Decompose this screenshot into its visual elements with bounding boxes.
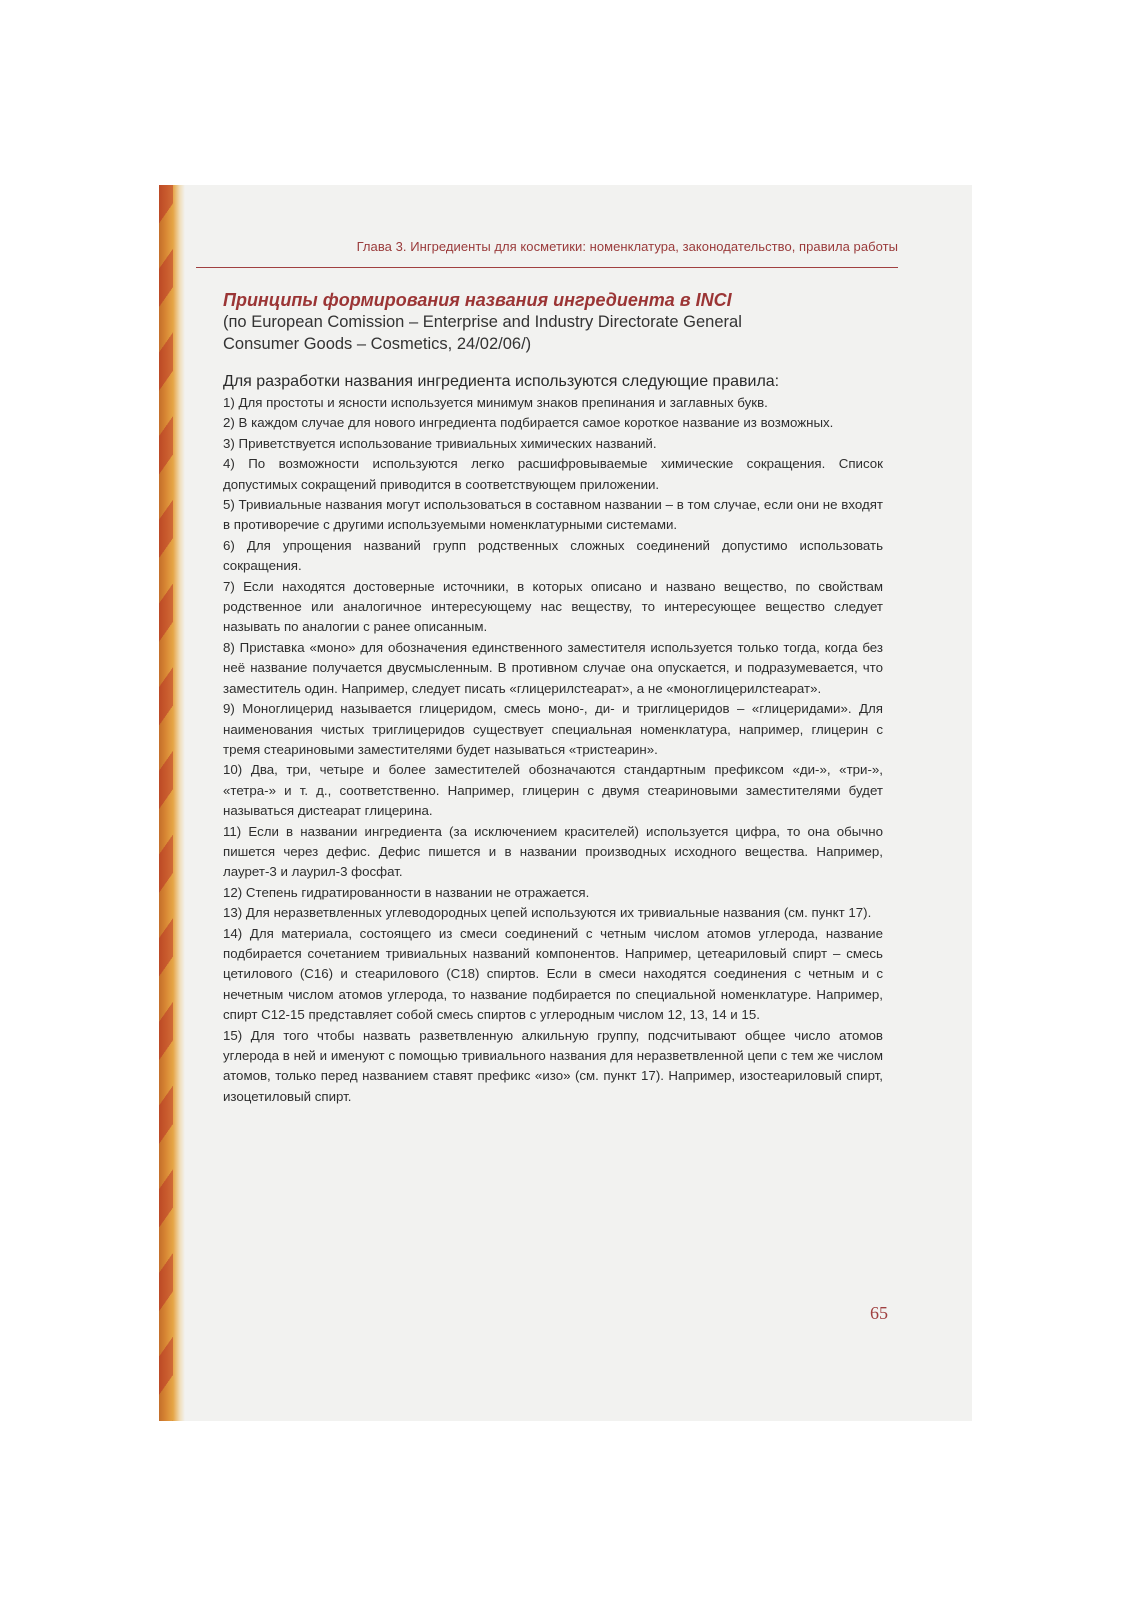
rule-item-7: 7) Если находятся достоверные источники, в которых описано и названо вещество, по свойствам родственное или аналогичное интересующему нас веществу, то интересующее вещество следует называть по аналогии с ранее описанным.	[223, 578, 883, 635]
section-source-line-2: Consumer Goods – Cosmetics, 24/02/06/)	[223, 335, 532, 353]
rule-item-9: 9) Моноглицерид называется глицеридом, смесь моно-, ди- и триглицеридов – «глицеридами». Для наименования чистых триглицеридов существует специальная номенклатура, например, глицерин с тремя стеариновыми заместителями будет называться «тристеарин».	[223, 701, 883, 757]
rule-item-11: 11) Если в названии ингредиента (за исключением красителей) используется цифра, то она обычно пишется через дефис. Дефис пишется и в названии производных исходного вещества. Например, лаурет-3 и лаурил-3 фосфат.	[223, 823, 883, 880]
rules-list	[223, 393, 883, 1107]
section-title: Принципы формирования названия ингредиента в INCI	[223, 290, 732, 310]
rule-item-4: 4) По возможности используются легко расшифровываемые химические сокращения. Список допустимых сокращений приводится в соответствующем приложении.	[223, 456, 883, 492]
rule-item-12: 12) Степень гидратированности в названии не отражается.	[223, 884, 590, 900]
page-content	[223, 289, 883, 1107]
rule-item-2: 2) В каждом случае для нового ингредиента подбирается самое короткое название из возможных.	[223, 415, 834, 431]
rule-item-3: 3) Приветствуется использование тривиальных химических названий.	[223, 435, 657, 451]
rule-item-14: 14) Для материала, состоящего из смеси соединений с четным числом атомов углерода, название подбирается сочетанием тривиальных названий компонентов. Например, цетеариловый спирт – смесь цетилового (C16) и стеарилового (C18) спиртов. Если в смеси находятся соединения с четным и с нечетным числом атомов углерода, то название подбирается по специальной номенклатуре. Например, спирт C12-15 представляет собой смесь спиртов с углеродным числом 12, 13, 14 и 15.	[223, 925, 883, 1023]
rule-item-13: 13) Для неразветвленных углеводородных цепей используются их тривиальные названия (см. пункт 17).	[223, 905, 872, 921]
rule-item-5: 5) Тривиальные названия могут использоваться в составном названии – в том случае, если они не входят в противоречие с другими используемыми номенклатурными системами.	[223, 497, 883, 533]
rule-item-6: 6) Для упрощения названий групп родственных сложных соединений допустимо использовать сокращения.	[223, 537, 883, 574]
section-source-line-1: (по European Comission – Enterprise and Industry Directorate General	[223, 313, 742, 331]
page-number: 65	[870, 1303, 888, 1323]
header-rule	[196, 267, 898, 268]
rule-item-15: 15) Для того чтобы назвать разветвленную алкильную группу, подсчитывают общее число атомов углерода в ней и именуют с помощью тривиального названия для неразветвленной цепи с тем же числом атомов, только перед названием ставят префикс «изо» (см. пункт 17). Например, изостеариловый спирт, изоцетиловый спирт.	[223, 1027, 883, 1104]
running-head: Глава 3. Ингредиенты для косметики: номенклатура, законодательство, правила работы	[356, 239, 898, 254]
rule-item-10: 10) Два, три, четыре и более заместителей обозначаются стандартным префиксом «ди-», «три-», «тетра-» и т. д., соответственно. Например, глицерин с двумя стеариновыми заместителями будет называться дистеарат глицерина.	[223, 762, 883, 819]
book-page	[159, 185, 972, 1421]
page-edge-stripes	[159, 185, 173, 1421]
rule-item-8: 8) Приставка «моно» для обозначения единственного заместителя используется только тогда, когда без неё название получается двусмысленным. В противном случае она опускается, и подразумевается, что заместитель один. Например, следует писать «глицерилстеарат», а не «моноглицерилстеарат».	[223, 639, 883, 696]
rules-intro: Для разработки названия ингредиента используются следующие правила:	[223, 373, 780, 390]
rule-item-1: 1) Для простоты и ясности используется минимум знаков препинания и заглавных букв.	[223, 395, 768, 410]
